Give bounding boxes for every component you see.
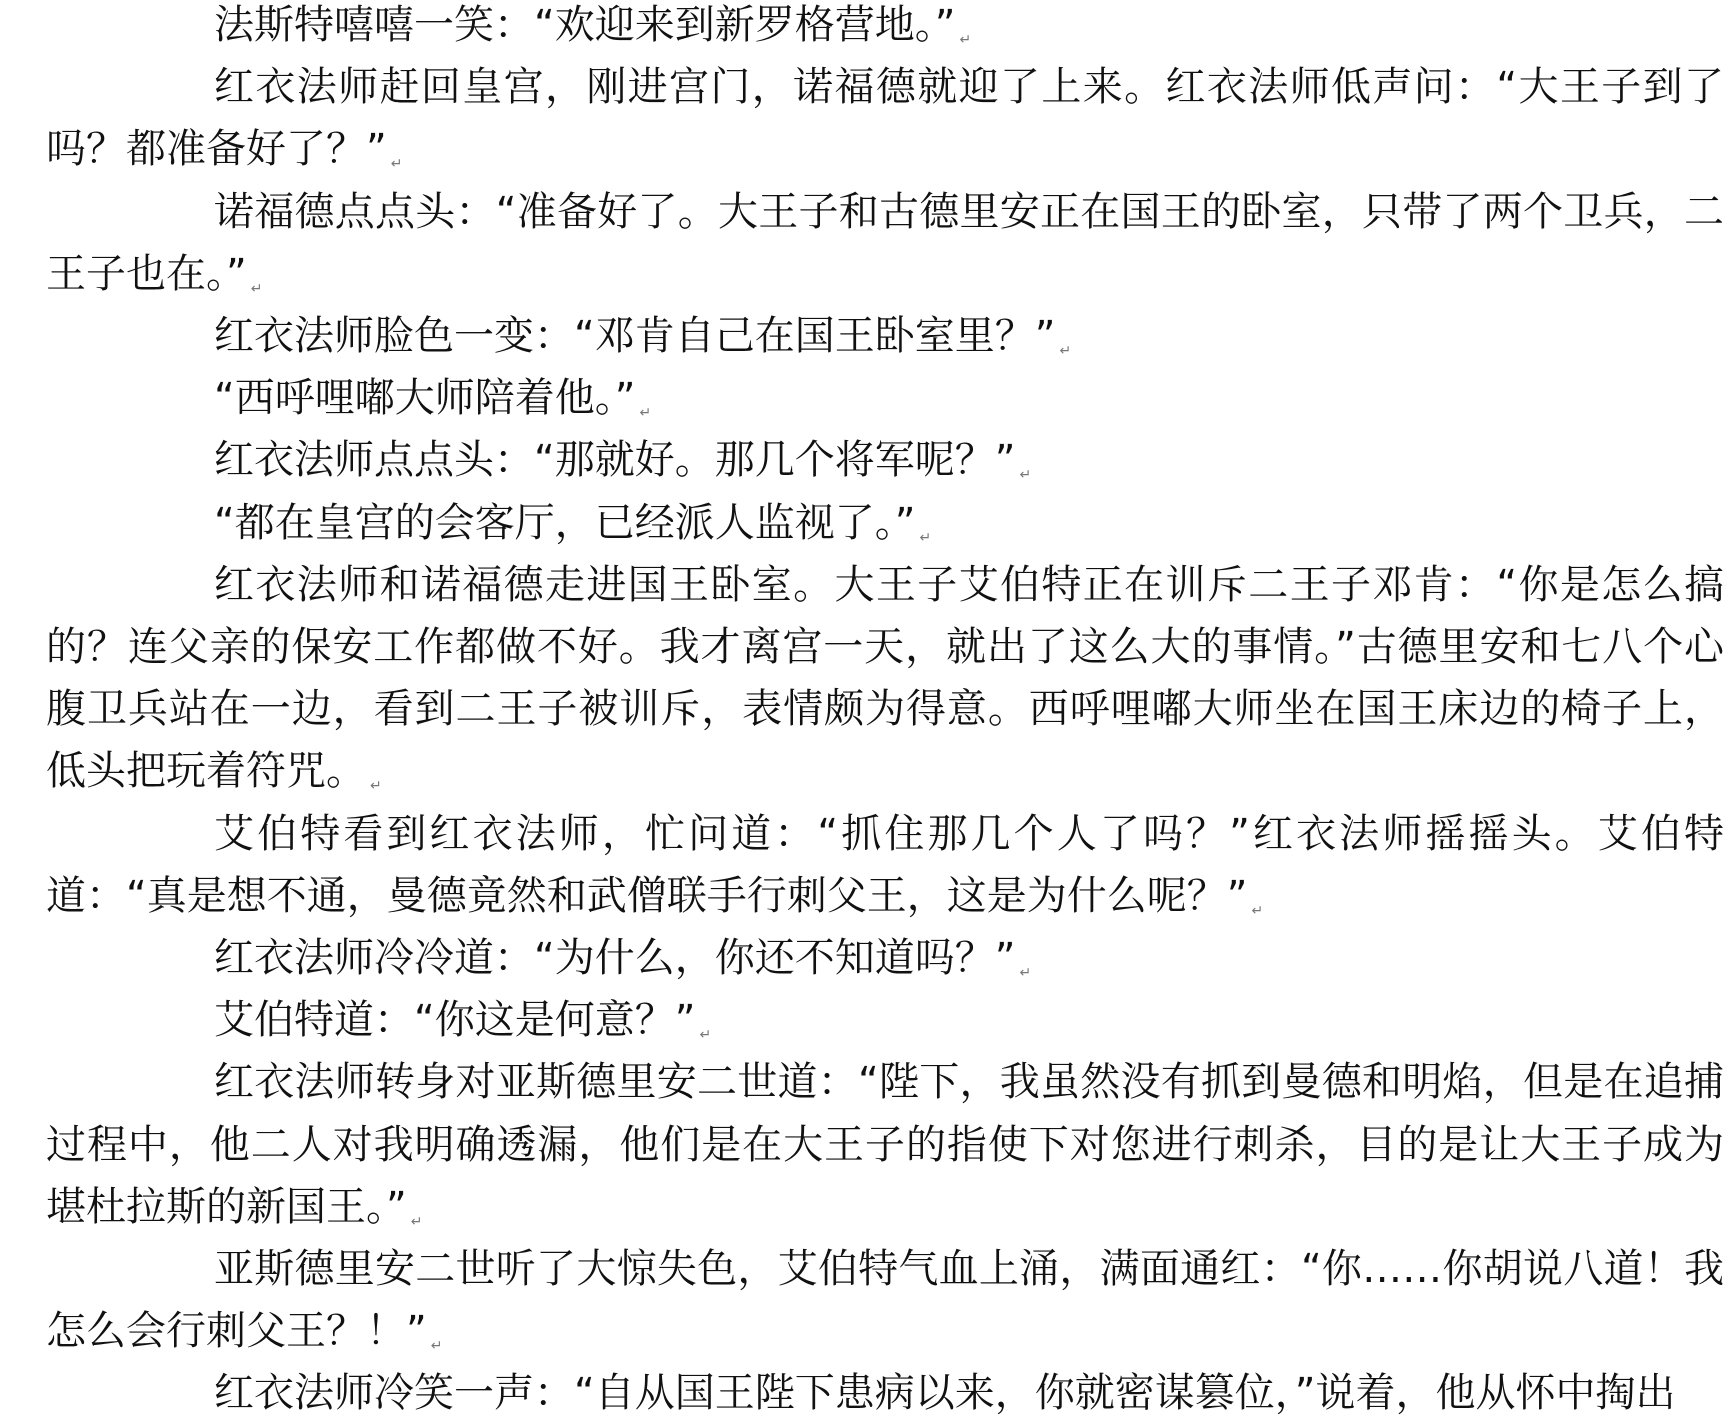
paragraph-text: 艾伯特道：“你这是何意？” — [214, 997, 696, 1044]
paragraph-text: 红衣法师冷笑一声：“自从国王陛下患病以来，你就密谋篡位，”说着，他从怀中掏出 — [214, 1370, 1676, 1417]
paragraph-2 — [46, 56, 1724, 180]
paragraph-mark-icon: ↵ — [410, 1213, 423, 1230]
paragraph-13 — [46, 1238, 1724, 1362]
paragraph-mark-icon: ↵ — [919, 529, 932, 546]
paragraph-4 — [46, 305, 1724, 367]
paragraph-text: “都在皇宫的会客厅，已经派人监视了。” — [214, 499, 916, 546]
paragraph-8 — [46, 554, 1724, 803]
paragraph-text: 红衣法师转身对亚斯德里安二世道：“陛下，我虽然没有抓到曼德和明焰，但是在追捕过程中，他二人对我明确透漏，他们是在大王子的指使下对您进行刺杀，目的是让大王子成为堪杜拉斯的新国王。” — [46, 1059, 1724, 1230]
paragraph-12 — [46, 1051, 1724, 1238]
paragraph-mark-icon: ↵ — [639, 405, 652, 422]
paragraph-1 — [46, 0, 1724, 56]
paragraph-mark-icon: ↵ — [390, 156, 403, 173]
paragraph-text: 红衣法师赶回皇宫，刚进宫门，诺福德就迎了上来。红衣法师低声问：“大王子到了吗？都准备好了？” — [46, 64, 1724, 173]
paragraph-3 — [46, 181, 1724, 305]
paragraph-mark-icon: ↵ — [1019, 965, 1032, 982]
paragraph-11 — [46, 989, 1724, 1051]
paragraph-text: 诺福德点点头：“准备好了。大王子和古德里安正在国王的卧室，只带了两个卫兵，二王子也在。” — [46, 188, 1724, 297]
paragraph-text: 法斯特嘻嘻一笑：“欢迎来到新罗格营地。” — [214, 2, 956, 48]
paragraph-mark-icon: ↵ — [250, 280, 263, 297]
paragraph-mark-icon: ↵ — [959, 32, 972, 48]
paragraph-text: 亚斯德里安二世听了大惊失色，艾伯特气血上涌，满面通红：“你……你胡说八道！我怎么会行刺父王？！” — [46, 1246, 1724, 1355]
paragraph-mark-icon: ↵ — [1019, 467, 1032, 484]
paragraph-9 — [46, 803, 1724, 927]
paragraph-text: 红衣法师冷冷道：“为什么，你还不知道吗？” — [214, 935, 1016, 982]
paragraph-mark-icon: ↵ — [1059, 343, 1072, 360]
document-body — [46, 0, 1724, 1425]
paragraph-text: 艾伯特看到红衣法师，忙问道：“抓住那几个人了吗？”红衣法师摇摇头。艾伯特道：“真是想不通，曼德竟然和武僧联手行刺父王，这是为什么呢？” — [46, 810, 1724, 919]
paragraph-7 — [46, 492, 1724, 554]
paragraph-mark-icon: ↵ — [370, 778, 382, 795]
paragraph-text: 红衣法师点点头：“那就好。那几个将军呢？” — [214, 437, 1016, 484]
paragraph-10 — [46, 927, 1724, 989]
paragraph-mark-icon: ↵ — [699, 1027, 712, 1044]
paragraph-mark-icon: ↵ — [1251, 902, 1264, 919]
paragraph-mark-icon: ↵ — [430, 1338, 443, 1355]
paragraph-14 — [46, 1362, 1724, 1424]
paragraph-text: “西呼哩嘟大师陪着他。” — [214, 375, 636, 422]
paragraph-text: 红衣法师和诺福德走进国王卧室。大王子艾伯特正在训斥二王子邓肯：“你是怎么搞的？连父亲的保安工作都做不好。我才离宫一天，就出了这么大的事情。”古德里安和七八个心腹卫兵站在一边，看到二王子被训斥，表情颇为得意。西呼哩嘟大师坐在国王床边的椅子上，低头把玩着符咒。 — [46, 561, 1724, 795]
paragraph-6 — [46, 429, 1724, 491]
paragraph-5 — [46, 367, 1724, 429]
paragraph-text: 红衣法师脸色一变：“邓肯自己在国王卧室里？” — [214, 313, 1056, 360]
